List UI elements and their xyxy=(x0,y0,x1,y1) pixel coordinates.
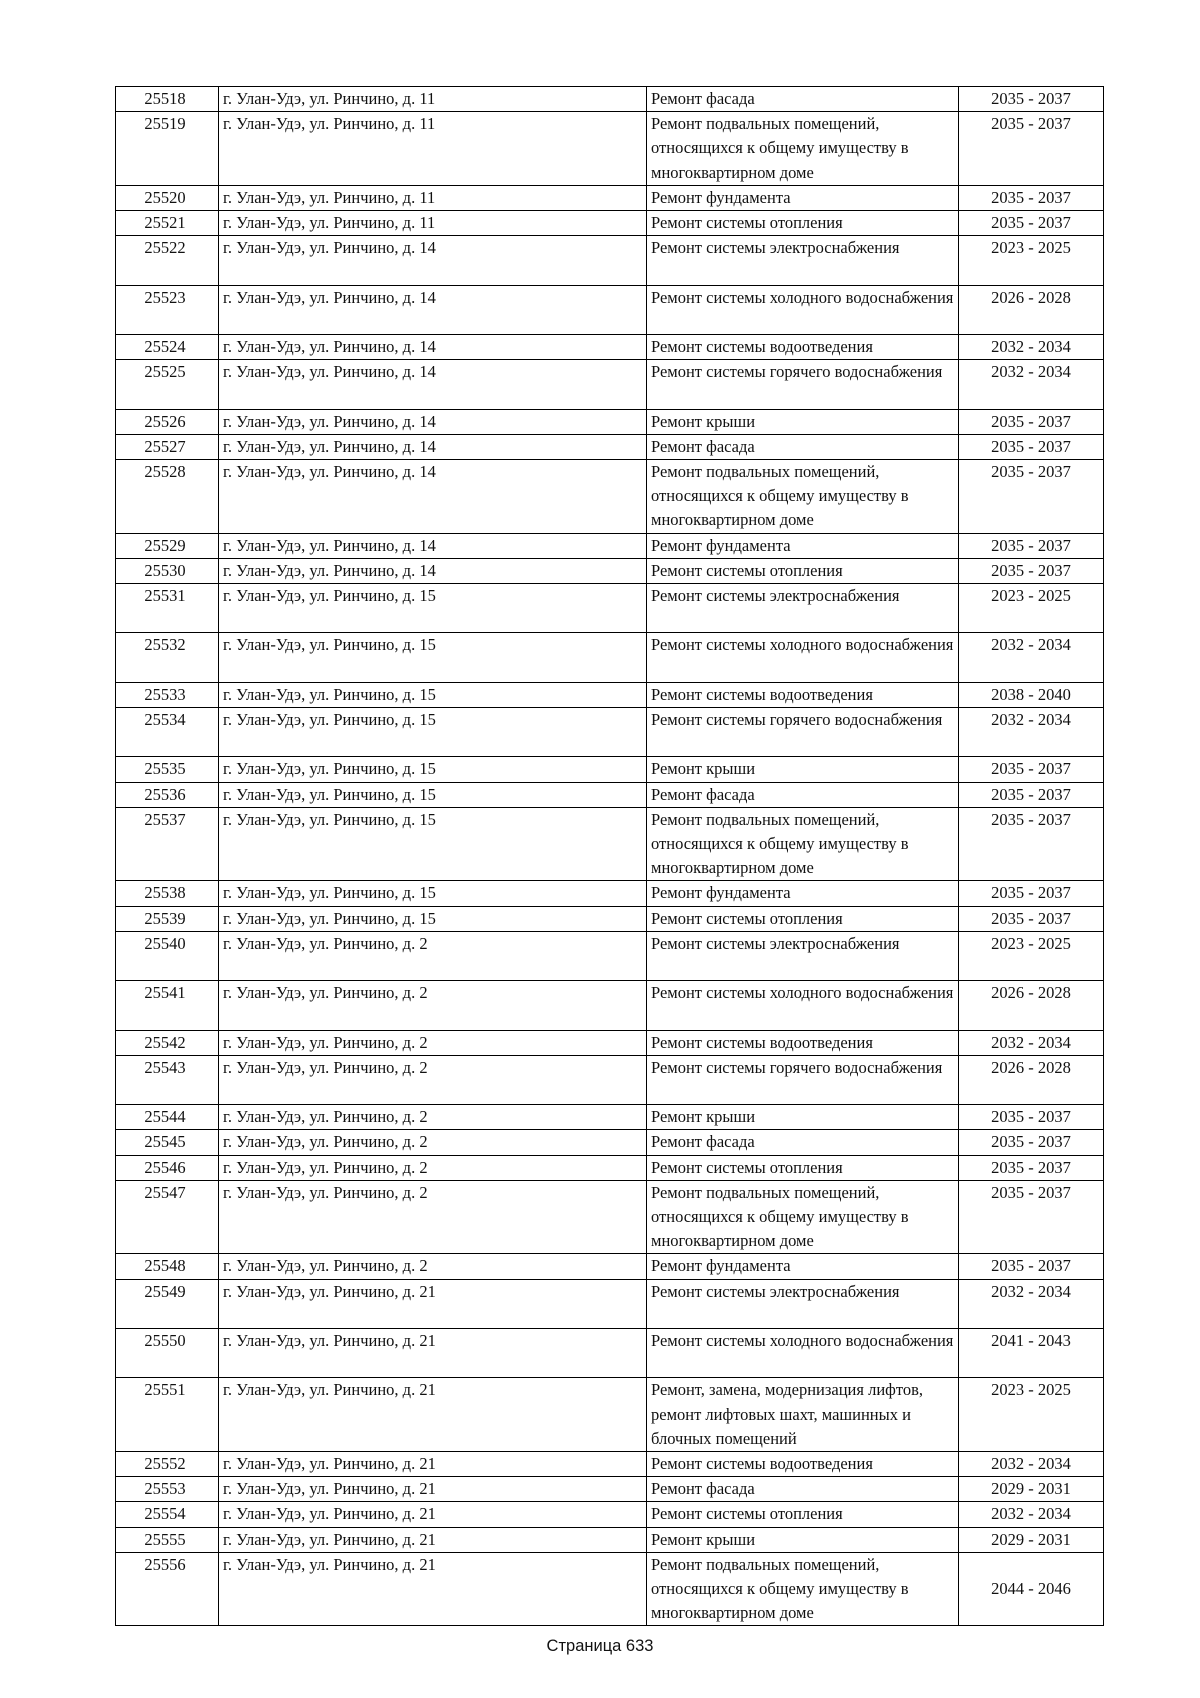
period-cell: 2032 - 2034 xyxy=(959,1452,1104,1477)
table-row xyxy=(116,1254,1104,1279)
work-type-cell: Ремонт системы водоотведения xyxy=(647,1030,959,1055)
period-cell: 2038 - 2040 xyxy=(959,682,1104,707)
table-row xyxy=(116,1329,1104,1378)
period-cell: 2035 - 2037 xyxy=(959,434,1104,459)
table-row xyxy=(116,460,1104,534)
address-cell: г. Улан-Удэ, ул. Ринчино, д. 21 xyxy=(219,1452,647,1477)
row-number-cell: 25526 xyxy=(116,409,219,434)
work-type-cell: Ремонт фасада xyxy=(647,434,959,459)
work-type-cell: Ремонт фасада xyxy=(647,1477,959,1502)
work-type-cell: Ремонт системы электроснабжения xyxy=(647,1279,959,1328)
row-number-cell: 25539 xyxy=(116,906,219,931)
work-type-cell: Ремонт системы холодного водоснабжения xyxy=(647,981,959,1030)
work-type-cell: Ремонт системы водоотведения xyxy=(647,1452,959,1477)
table-row xyxy=(116,1477,1104,1502)
period-cell: 2035 - 2037 xyxy=(959,782,1104,807)
period-cell: 2032 - 2034 xyxy=(959,1030,1104,1055)
period-cell: 2023 - 2025 xyxy=(959,236,1104,285)
work-type-cell: Ремонт системы отопления xyxy=(647,1155,959,1180)
period-cell: 2032 - 2034 xyxy=(959,708,1104,757)
table-row xyxy=(116,1279,1104,1328)
period-cell: 2035 - 2037 xyxy=(959,1155,1104,1180)
work-type-cell: Ремонт подвальных помещений, относящихся к общему имуществу в многоквартирном доме xyxy=(647,112,959,186)
table-row xyxy=(116,881,1104,906)
work-type-cell: Ремонт подвальных помещений, относящихся к общему имуществу в многоквартирном доме xyxy=(647,1552,959,1626)
period-cell: 2026 - 2028 xyxy=(959,981,1104,1030)
work-type-cell: Ремонт системы электроснабжения xyxy=(647,236,959,285)
work-type-cell: Ремонт крыши xyxy=(647,1527,959,1552)
period-cell: 2035 - 2037 xyxy=(959,533,1104,558)
work-type-cell: Ремонт фасада xyxy=(647,782,959,807)
table-row xyxy=(116,708,1104,757)
work-type-cell: Ремонт фасада xyxy=(647,1130,959,1155)
row-number-cell: 25535 xyxy=(116,757,219,782)
address-cell: г. Улан-Удэ, ул. Ринчино, д. 14 xyxy=(219,360,647,409)
period-cell: 2035 - 2037 xyxy=(959,112,1104,186)
table-row xyxy=(116,633,1104,682)
row-number-cell: 25534 xyxy=(116,708,219,757)
work-type-cell: Ремонт системы холодного водоснабжения xyxy=(647,285,959,334)
address-cell: г. Улан-Удэ, ул. Ринчино, д. 15 xyxy=(219,906,647,931)
table-row xyxy=(116,1030,1104,1055)
table-body xyxy=(116,87,1104,1626)
work-type-cell: Ремонт системы отопления xyxy=(647,906,959,931)
row-number-cell: 25540 xyxy=(116,931,219,980)
period-cell: 2035 - 2037 xyxy=(959,1254,1104,1279)
row-number-cell: 25549 xyxy=(116,1279,219,1328)
period-cell: 2035 - 2037 xyxy=(959,1105,1104,1130)
period-cell: 2035 - 2037 xyxy=(959,460,1104,534)
work-type-cell: Ремонт фундамента xyxy=(647,533,959,558)
table-row xyxy=(116,906,1104,931)
row-number-cell: 25518 xyxy=(116,87,219,112)
address-cell: г. Улан-Удэ, ул. Ринчино, д. 11 xyxy=(219,87,647,112)
row-number-cell: 25548 xyxy=(116,1254,219,1279)
work-type-cell: Ремонт системы холодного водоснабжения xyxy=(647,633,959,682)
row-number-cell: 25541 xyxy=(116,981,219,1030)
address-cell: г. Улан-Удэ, ул. Ринчино, д. 14 xyxy=(219,236,647,285)
period-cell: 2023 - 2025 xyxy=(959,584,1104,633)
row-number-cell: 25523 xyxy=(116,285,219,334)
row-number-cell: 25527 xyxy=(116,434,219,459)
table-row xyxy=(116,807,1104,881)
row-number-cell: 25531 xyxy=(116,584,219,633)
table-row xyxy=(116,757,1104,782)
address-cell: г. Улан-Удэ, ул. Ринчино, д. 15 xyxy=(219,682,647,707)
table-row xyxy=(116,236,1104,285)
table-row xyxy=(116,931,1104,980)
table-row xyxy=(116,211,1104,236)
work-type-cell: Ремонт системы горячего водоснабжения xyxy=(647,708,959,757)
period-cell: 2035 - 2037 xyxy=(959,211,1104,236)
row-number-cell: 25551 xyxy=(116,1378,219,1452)
address-cell: г. Улан-Удэ, ул. Ринчино, д. 11 xyxy=(219,211,647,236)
period-cell: 2032 - 2034 xyxy=(959,335,1104,360)
address-cell: г. Улан-Удэ, ул. Ринчино, д. 21 xyxy=(219,1378,647,1452)
address-cell: г. Улан-Удэ, ул. Ринчино, д. 21 xyxy=(219,1477,647,1502)
table-row xyxy=(116,1055,1104,1104)
table-row xyxy=(116,1502,1104,1527)
period-cell: 2026 - 2028 xyxy=(959,285,1104,334)
row-number-cell: 25553 xyxy=(116,1477,219,1502)
address-cell: г. Улан-Удэ, ул. Ринчино, д. 15 xyxy=(219,782,647,807)
table-row xyxy=(116,558,1104,583)
work-type-cell: Ремонт системы отопления xyxy=(647,1502,959,1527)
table-row xyxy=(116,335,1104,360)
address-cell: г. Улан-Удэ, ул. Ринчино, д. 15 xyxy=(219,881,647,906)
work-type-cell: Ремонт системы отопления xyxy=(647,558,959,583)
row-number-cell: 25543 xyxy=(116,1055,219,1104)
period-cell: 2032 - 2034 xyxy=(959,360,1104,409)
period-cell: 2044 - 2046 xyxy=(959,1552,1104,1626)
table-row xyxy=(116,1130,1104,1155)
row-number-cell: 25545 xyxy=(116,1130,219,1155)
capital-repair-table xyxy=(115,86,1104,1626)
work-type-cell: Ремонт системы водоотведения xyxy=(647,335,959,360)
address-cell: г. Улан-Удэ, ул. Ринчино, д. 14 xyxy=(219,409,647,434)
period-cell: 2035 - 2037 xyxy=(959,409,1104,434)
table-row xyxy=(116,1452,1104,1477)
row-number-cell: 25521 xyxy=(116,211,219,236)
address-cell: г. Улан-Удэ, ул. Ринчино, д. 2 xyxy=(219,931,647,980)
work-type-cell: Ремонт системы холодного водоснабжения xyxy=(647,1329,959,1378)
table-row xyxy=(116,360,1104,409)
row-number-cell: 25544 xyxy=(116,1105,219,1130)
table-row xyxy=(116,1378,1104,1452)
table-row xyxy=(116,112,1104,186)
work-type-cell: Ремонт подвальных помещений, относящихся к общему имуществу в многоквартирном доме xyxy=(647,460,959,534)
work-type-cell: Ремонт системы отопления xyxy=(647,211,959,236)
address-cell: г. Улан-Удэ, ул. Ринчино, д. 2 xyxy=(219,1155,647,1180)
period-cell: 2041 - 2043 xyxy=(959,1329,1104,1378)
period-cell: 2029 - 2031 xyxy=(959,1527,1104,1552)
row-number-cell: 25538 xyxy=(116,881,219,906)
row-number-cell: 25522 xyxy=(116,236,219,285)
address-cell: г. Улан-Удэ, ул. Ринчино, д. 2 xyxy=(219,981,647,1030)
table-row xyxy=(116,409,1104,434)
row-number-cell: 25519 xyxy=(116,112,219,186)
period-cell: 2035 - 2037 xyxy=(959,1180,1104,1254)
address-cell: г. Улан-Удэ, ул. Ринчино, д. 21 xyxy=(219,1527,647,1552)
address-cell: г. Улан-Удэ, ул. Ринчино, д. 14 xyxy=(219,460,647,534)
work-type-cell: Ремонт фундамента xyxy=(647,1254,959,1279)
table-row xyxy=(116,87,1104,112)
row-number-cell: 25556 xyxy=(116,1552,219,1626)
table-row xyxy=(116,1105,1104,1130)
period-cell: 2032 - 2034 xyxy=(959,1502,1104,1527)
table-row xyxy=(116,682,1104,707)
period-cell: 2035 - 2037 xyxy=(959,807,1104,881)
work-type-cell: Ремонт крыши xyxy=(647,757,959,782)
work-type-cell: Ремонт подвальных помещений, относящихся к общему имуществу в многоквартирном доме xyxy=(647,807,959,881)
row-number-cell: 25555 xyxy=(116,1527,219,1552)
page-number: Страница 633 xyxy=(546,1637,654,1655)
row-number-cell: 25552 xyxy=(116,1452,219,1477)
table-row xyxy=(116,285,1104,334)
address-cell: г. Улан-Удэ, ул. Ринчино, д. 21 xyxy=(219,1329,647,1378)
address-cell: г. Улан-Удэ, ул. Ринчино, д. 2 xyxy=(219,1254,647,1279)
address-cell: г. Улан-Удэ, ул. Ринчино, д. 15 xyxy=(219,584,647,633)
address-cell: г. Улан-Удэ, ул. Ринчино, д. 14 xyxy=(219,335,647,360)
period-cell: 2032 - 2034 xyxy=(959,1279,1104,1328)
address-cell: г. Улан-Удэ, ул. Ринчино, д. 2 xyxy=(219,1030,647,1055)
period-cell: 2035 - 2037 xyxy=(959,1130,1104,1155)
table-row xyxy=(116,981,1104,1030)
work-type-cell: Ремонт, замена, модернизация лифтов, ремонт лифтовых шахт, машинных и блочных помещений xyxy=(647,1378,959,1452)
period-cell: 2035 - 2037 xyxy=(959,185,1104,210)
row-number-cell: 25529 xyxy=(116,533,219,558)
row-number-cell: 25530 xyxy=(116,558,219,583)
address-cell: г. Улан-Удэ, ул. Ринчино, д. 15 xyxy=(219,633,647,682)
address-cell: г. Улан-Удэ, ул. Ринчино, д. 21 xyxy=(219,1502,647,1527)
row-number-cell: 25532 xyxy=(116,633,219,682)
table-row xyxy=(116,584,1104,633)
period-cell: 2035 - 2037 xyxy=(959,757,1104,782)
row-number-cell: 25525 xyxy=(116,360,219,409)
period-cell: 2029 - 2031 xyxy=(959,1477,1104,1502)
address-cell: г. Улан-Удэ, ул. Ринчино, д. 15 xyxy=(219,807,647,881)
work-type-cell: Ремонт системы электроснабжения xyxy=(647,931,959,980)
address-cell: г. Улан-Удэ, ул. Ринчино, д. 2 xyxy=(219,1130,647,1155)
work-type-cell: Ремонт фундамента xyxy=(647,185,959,210)
row-number-cell: 25547 xyxy=(116,1180,219,1254)
work-type-cell: Ремонт крыши xyxy=(647,409,959,434)
work-type-cell: Ремонт подвальных помещений, относящихся к общему имуществу в многоквартирном доме xyxy=(647,1180,959,1254)
address-cell: г. Улан-Удэ, ул. Ринчино, д. 2 xyxy=(219,1180,647,1254)
table-row xyxy=(116,782,1104,807)
address-cell: г. Улан-Удэ, ул. Ринчино, д. 2 xyxy=(219,1055,647,1104)
work-type-cell: Ремонт системы горячего водоснабжения xyxy=(647,1055,959,1104)
period-cell: 2026 - 2028 xyxy=(959,1055,1104,1104)
period-cell: 2035 - 2037 xyxy=(959,881,1104,906)
period-cell: 2035 - 2037 xyxy=(959,906,1104,931)
address-cell: г. Улан-Удэ, ул. Ринчино, д. 14 xyxy=(219,285,647,334)
address-cell: г. Улан-Удэ, ул. Ринчино, д. 14 xyxy=(219,558,647,583)
work-type-cell: Ремонт фундамента xyxy=(647,881,959,906)
address-cell: г. Улан-Удэ, ул. Ринчино, д. 14 xyxy=(219,434,647,459)
period-cell: 2035 - 2037 xyxy=(959,558,1104,583)
row-number-cell: 25536 xyxy=(116,782,219,807)
row-number-cell: 25554 xyxy=(116,1502,219,1527)
address-cell: г. Улан-Удэ, ул. Ринчино, д. 11 xyxy=(219,112,647,186)
table-row xyxy=(116,1552,1104,1626)
row-number-cell: 25550 xyxy=(116,1329,219,1378)
table-row xyxy=(116,434,1104,459)
address-cell: г. Улан-Удэ, ул. Ринчино, д. 14 xyxy=(219,533,647,558)
period-cell: 2032 - 2034 xyxy=(959,633,1104,682)
address-cell: г. Улан-Удэ, ул. Ринчино, д. 15 xyxy=(219,757,647,782)
table-row xyxy=(116,533,1104,558)
work-type-cell: Ремонт системы электроснабжения xyxy=(647,584,959,633)
address-cell: г. Улан-Удэ, ул. Ринчино, д. 2 xyxy=(219,1105,647,1130)
row-number-cell: 25520 xyxy=(116,185,219,210)
work-type-cell: Ремонт фасада xyxy=(647,87,959,112)
address-cell: г. Улан-Удэ, ул. Ринчино, д. 21 xyxy=(219,1279,647,1328)
work-type-cell: Ремонт крыши xyxy=(647,1105,959,1130)
row-number-cell: 25542 xyxy=(116,1030,219,1055)
table-row xyxy=(116,1180,1104,1254)
work-type-cell: Ремонт системы горячего водоснабжения xyxy=(647,360,959,409)
period-cell: 2035 - 2037 xyxy=(959,87,1104,112)
address-cell: г. Улан-Удэ, ул. Ринчино, д. 11 xyxy=(219,185,647,210)
row-number-cell: 25546 xyxy=(116,1155,219,1180)
row-number-cell: 25524 xyxy=(116,335,219,360)
table-row xyxy=(116,185,1104,210)
row-number-cell: 25528 xyxy=(116,460,219,534)
address-cell: г. Улан-Удэ, ул. Ринчино, д. 21 xyxy=(219,1552,647,1626)
period-cell: 2023 - 2025 xyxy=(959,1378,1104,1452)
work-type-cell: Ремонт системы водоотведения xyxy=(647,682,959,707)
row-number-cell: 25537 xyxy=(116,807,219,881)
row-number-cell: 25533 xyxy=(116,682,219,707)
period-cell: 2023 - 2025 xyxy=(959,931,1104,980)
address-cell: г. Улан-Удэ, ул. Ринчино, д. 15 xyxy=(219,708,647,757)
table-row xyxy=(116,1155,1104,1180)
table-row xyxy=(116,1527,1104,1552)
